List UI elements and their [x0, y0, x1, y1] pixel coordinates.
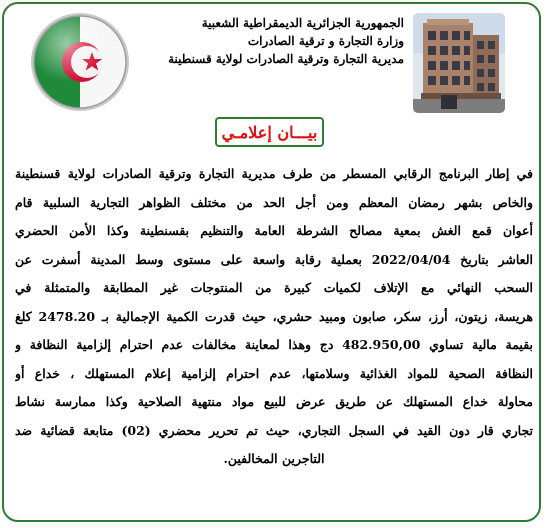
algeria-flag-emblem: [30, 12, 130, 112]
body-line: أعوان قمع الغش بمعية مصالح الشرطة العامة والتنظيم بقسنطينة وكذا الأمن الحضري: [15, 223, 533, 238]
body-line-closing: التاجرين المخالفين.: [223, 451, 325, 466]
header-republic-line: الجمهورية الجزائرية الديمقراطية الشعبية: [201, 16, 404, 30]
statement-title-box: [215, 117, 324, 147]
body-line: محاولة خداع المستهلك عن طريق عرض للبيع مواد منتهية الصلاحية وكذا ممارسة نشاط: [15, 394, 533, 409]
body-line: السحب النهائي مع الإتلاف لكميات كبيرة من المنتوجات غير المطابقة والمتمثلة في: [15, 280, 533, 295]
body-line: في إطار البرنامج الرقابي المسطر من طرف مديرية التجارة وترقية الصادرات لولاية قسنطينة: [15, 166, 533, 181]
body-line: هريسة، زيتون، أرز، سكر، صابون ومبيد حشري، حيث قدرت الكمية الإجمالية بـ 2478.20 كلغ: [15, 308, 533, 324]
header-directorate-line: مديرية التجارة وترقية الصادرات لولاية قسنطينة: [168, 52, 404, 66]
statement-title: بيـــان إعلامـي: [221, 122, 318, 142]
directorate-building-photo: [413, 13, 505, 113]
body-line: بقيمة مالية تساوي 482.950,00 دج وهذا لمعاينة مخالفات عدم احترام إلزامية النظافة و: [15, 337, 533, 352]
statement-body: [15, 160, 533, 474]
header-ministry-line: وزارة التجارة و ترقية الصادرات: [247, 34, 404, 48]
body-line: العاشر بتاريخ 2022/04/04 بعملية رقابة واسعة على مستوى وسط المدينة أسفرت عن: [15, 251, 533, 267]
body-line: النظافة الصحية للمواد الغذائية وسلامتها، عدم احترام إلزامية إعلام المستهلك ، خداع أو: [15, 365, 533, 381]
issuing-authority-header: [140, 14, 404, 68]
body-line: والخاص بشهر رمضان المعظم ومن أجل الحد من مختلف الظواهر التجارية السلبية قام: [15, 194, 533, 210]
body-line: تجاري قار دون القيد في السجل التجاري، حيث تم تحرير محضري (02) متابعة قضائية ضد: [15, 422, 533, 438]
